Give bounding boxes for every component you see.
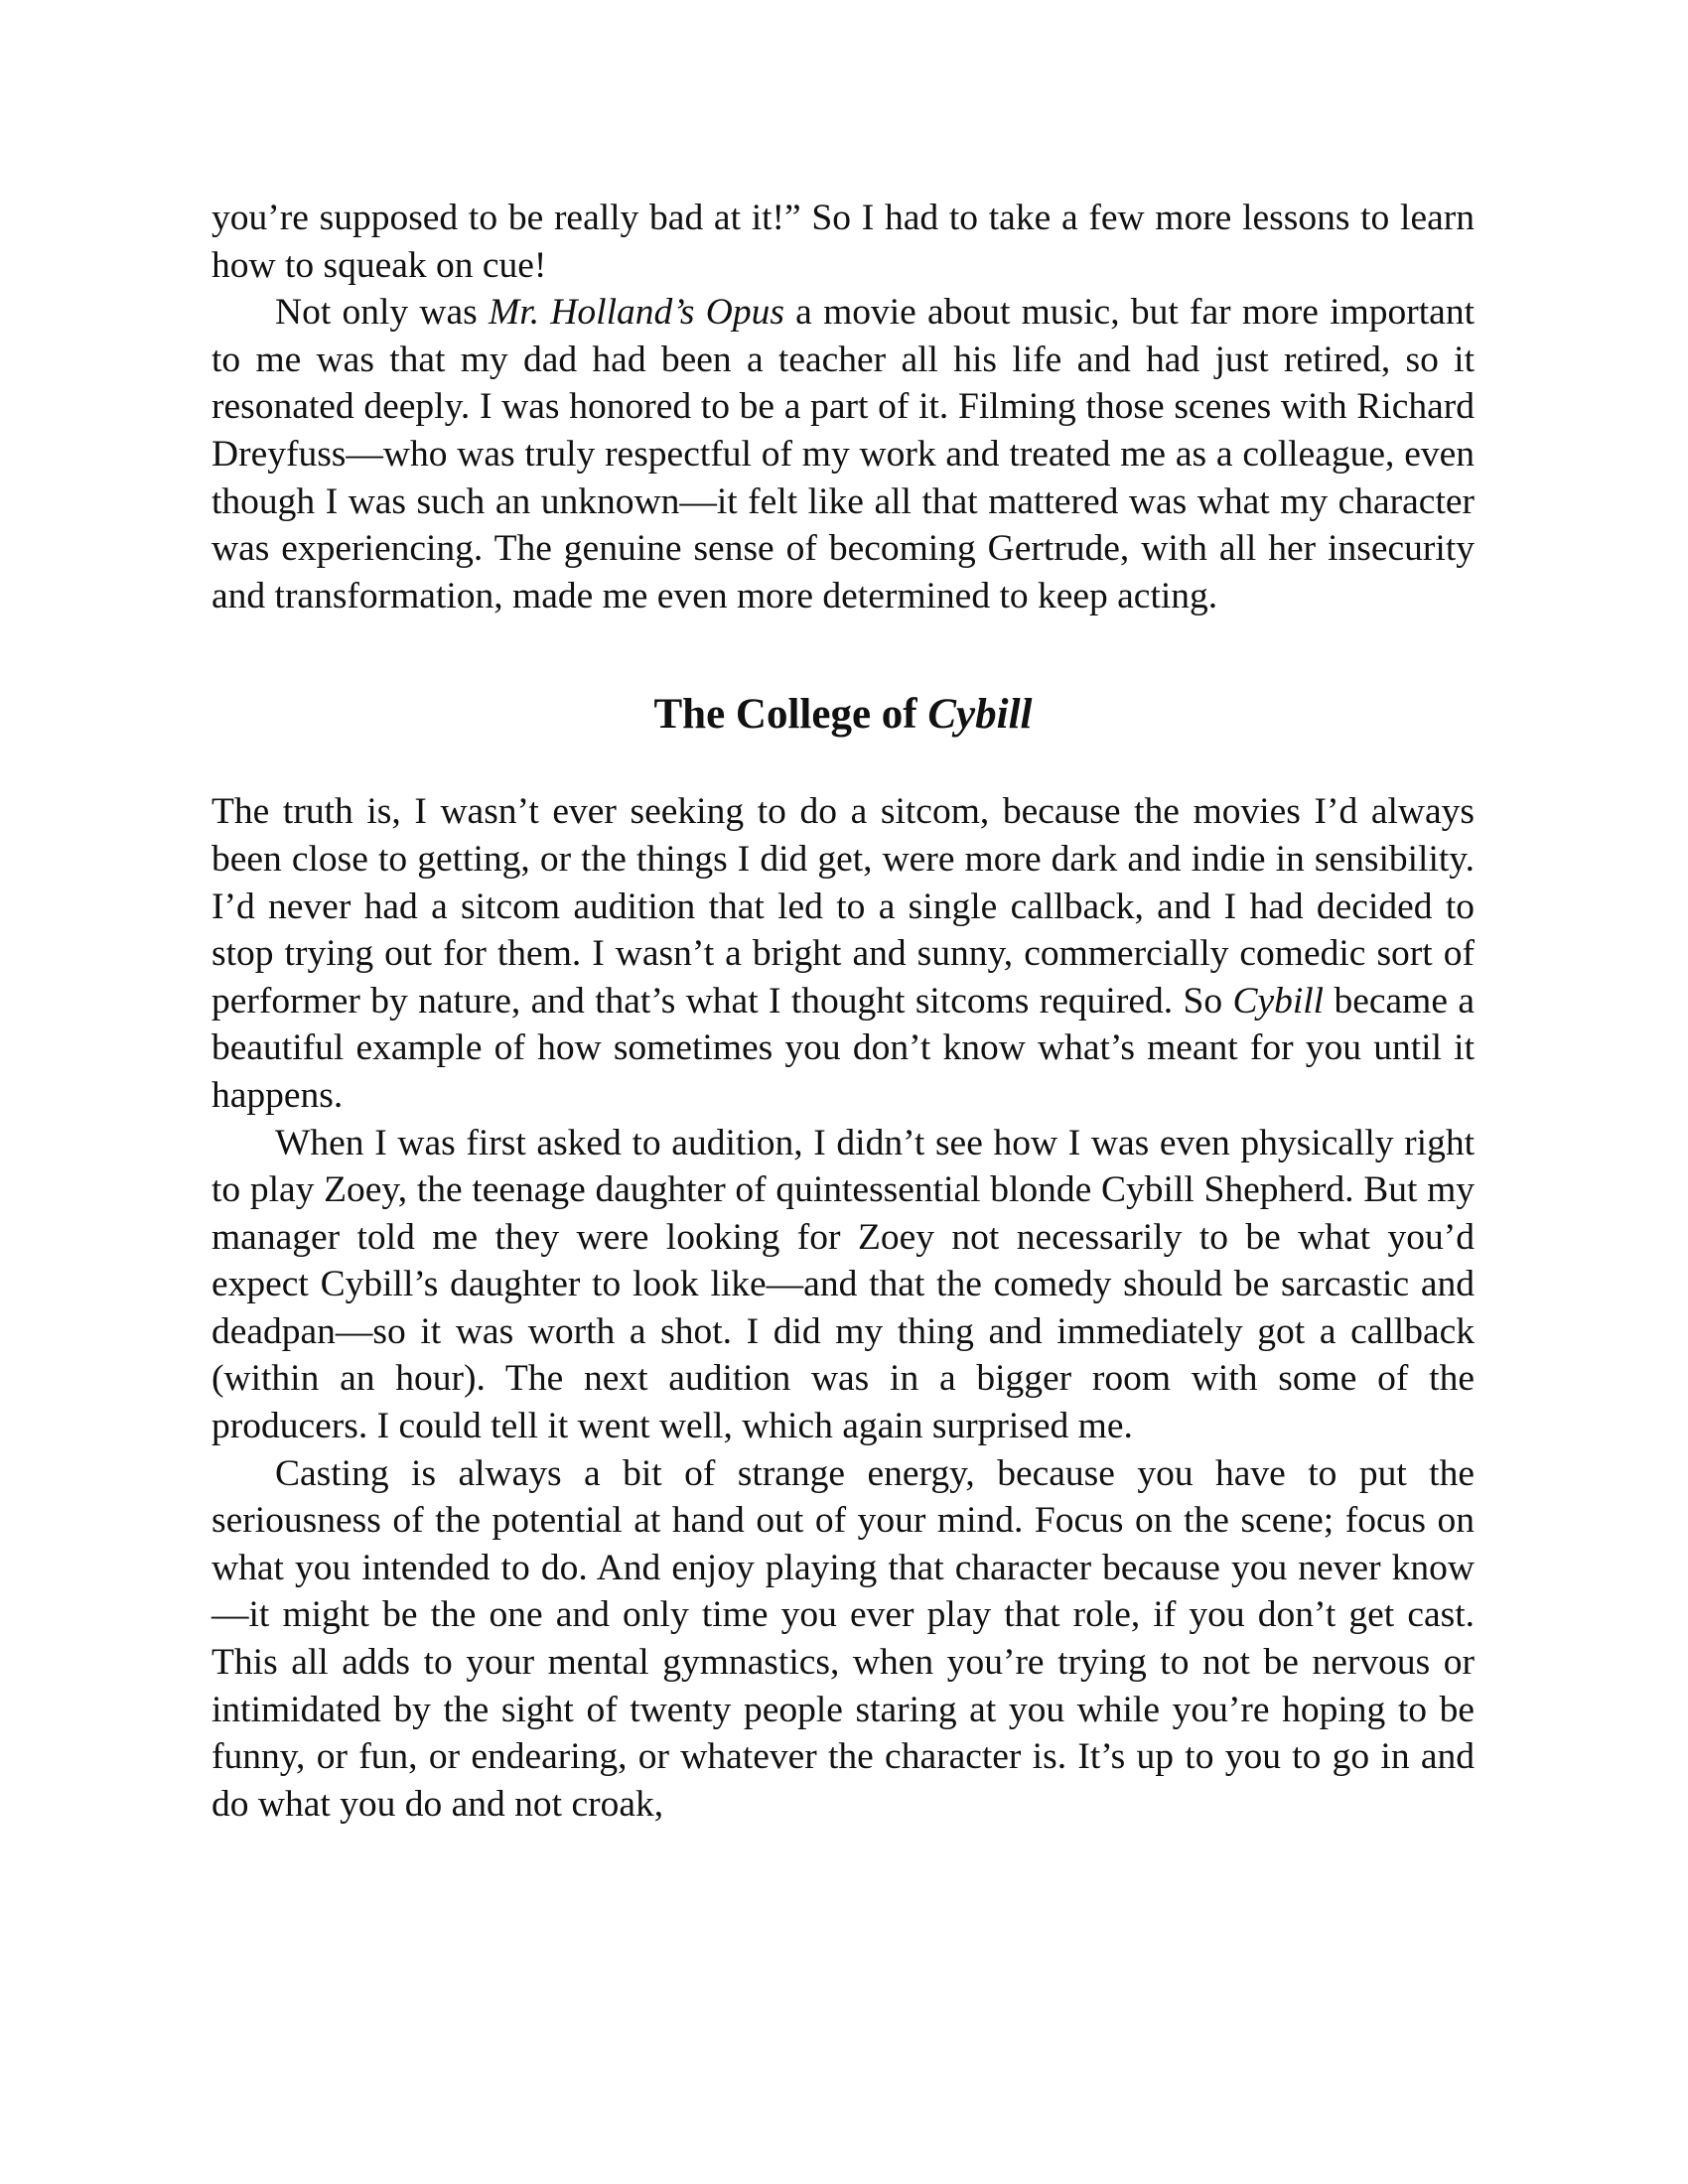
text-segment: you’re supposed to be really bad at it!” So I had to take a few more lessons to learn how to squeak on cue!	[211, 198, 1475, 286]
text-segment: a movie about music, but far more important to me was that my dad had been a teacher all his life and had just retired, so it resonated deeply. I was honored to be a part of it. Filming those scenes with Richard Dreyfuss—who was truly respectful of my work and treated me as a colleague, even though I was such an unknown—it felt like all that mattered was what my character was experiencing. The genuine sense of becoming Gertrude, with all her insecurity and transformation, made me even more determined to keep acting.	[211, 292, 1475, 616]
text-segment: When I was first asked to audition, I didn’t see how I was even physically right to play Zoey, the teenage daughter of quintessential blonde Cybill Shepherd. But my manager told me they were looking for Zoey not necessarily to be what you’d expect Cybill’s daughter to look like—and that the comedy should be sarcastic and deadpan—so it was worth a shot. I did my thing and immediately got a callback (within an hour). The next audition was in a bigger room with some of the producers. I could tell it went well, which again surprised me.	[211, 1122, 1475, 1447]
paragraph-2	[211, 289, 1475, 619]
movie-title-italic: Mr. Holland’s Opus	[489, 292, 784, 334]
text-segment: Not only was	[275, 292, 490, 334]
book-page	[211, 195, 1475, 1828]
heading-plain-text: The College of	[653, 691, 928, 739]
paragraph-4	[211, 1120, 1475, 1450]
text-segment: became a beautiful example of how sometimes you don’t know what’s meant for you until it happens.	[211, 980, 1475, 1116]
text-segment: The truth is, I wasn’t ever seeking to do a sitcom, because the movies I’d always been close to getting, or the things I did get, were more dark and indie in sensibility. I’d never had a sitcom audition that led to a single callback, and I had decided to stop trying out for them. I wasn’t a bright and sunny, commercially comedic sort of performer by nature, and that’s what I thought sitcoms required. So	[211, 791, 1475, 1022]
paragraph-5	[211, 1450, 1475, 1829]
paragraph-3	[211, 788, 1475, 1119]
heading-italic-text: Cybill	[927, 691, 1033, 739]
show-title-italic: Cybill	[1232, 980, 1325, 1022]
text-segment: Casting is always a bit of strange energy, because you have to put the seriousness of the potential at hand out of your mind. Focus on the scene; focus on what you intended to do. And enjoy playing that character because you never know—it might be the one and only time you ever play that role, if you don’t get cast. This all adds to your mental gymnastics, when you’re trying to not be nervous or intimidated by the sight of twenty people staring at you while you’re hoping to be funny, or fun, or endearing, or whatever the character is. It’s up to you to go in and do what you do and not croak,	[211, 1452, 1475, 1825]
section-heading	[211, 689, 1475, 741]
paragraph-1	[211, 195, 1475, 289]
